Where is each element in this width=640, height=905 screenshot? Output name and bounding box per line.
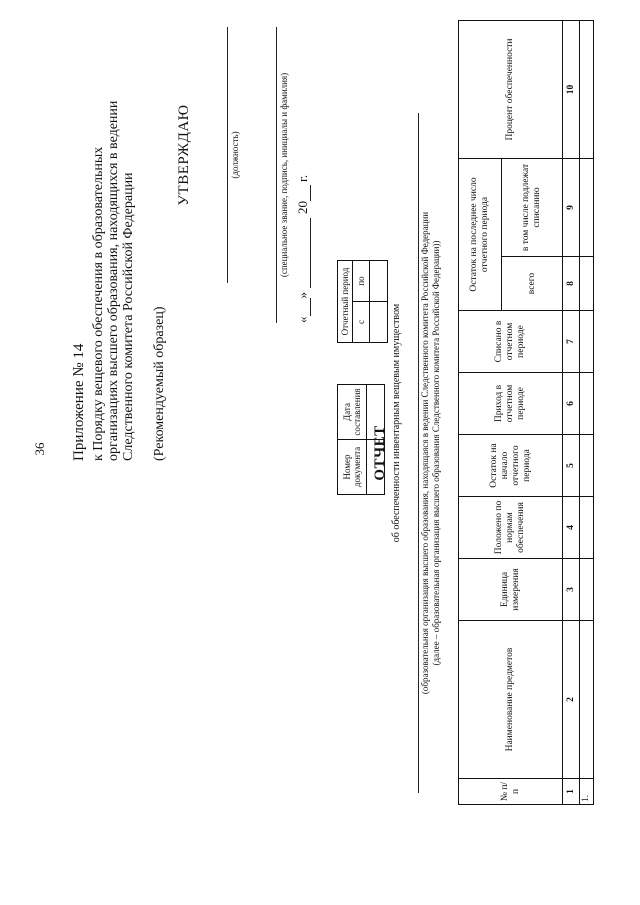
end-subject-cell[interactable]	[580, 158, 594, 256]
row-number: 1.	[580, 778, 594, 804]
column-number: 9	[563, 158, 580, 256]
date-open-quote: «	[295, 316, 310, 323]
period-to-cell[interactable]	[370, 260, 388, 301]
column-number: 5	[563, 434, 580, 496]
start-balance-cell[interactable]	[580, 434, 594, 496]
recommended-sample-label: (Рекомендуемый образец)	[152, 305, 167, 461]
column-number: 10	[563, 20, 580, 158]
header-end-subject: в том числе подлежат списанию	[502, 158, 563, 256]
header-row	[459, 20, 502, 804]
income-cell[interactable]	[580, 372, 594, 434]
appendix-title: Приложение № 14	[71, 343, 87, 461]
header-start-balance: Остаток на начало отчетного периода	[459, 434, 563, 496]
organization-line[interactable]	[418, 113, 419, 793]
document-date-header: Дата составления	[338, 384, 367, 439]
organization-caption-line: (образовательная организация высшего образования, находящаяся в ведении Следственного комитета Российской Федерации	[420, 211, 430, 694]
header-num: № п/п	[459, 778, 563, 804]
header-percent: Процент обеспеченности	[459, 20, 563, 158]
table-row	[580, 20, 594, 804]
column-number: 6	[563, 372, 580, 434]
percent-cell[interactable]	[580, 20, 594, 158]
approval-block	[176, 27, 311, 323]
appendix-description-line: к Порядку вещевого обеспечения в образовательных	[91, 146, 106, 461]
period-to-label: по	[353, 260, 370, 301]
date-day-blank	[298, 298, 311, 316]
appendix-block	[72, 21, 167, 461]
column-number-row	[563, 20, 580, 804]
date-year-blank	[298, 185, 311, 201]
organization-caption-line: (далее – образовательная организация высшего образования Следственного комитета Российской Федерации))	[431, 240, 441, 665]
report-title: ОТЧЕТ	[372, 424, 388, 481]
written-off-cell[interactable]	[580, 310, 594, 372]
column-number: 8	[563, 256, 580, 310]
date-year-prefix: 20	[295, 200, 310, 214]
reporting-period-table	[337, 260, 388, 343]
column-number: 1	[563, 778, 580, 804]
header-norm: Положено по нормам обеспечения	[459, 496, 563, 558]
header-end-balance: Остаток на последнее число отчетного периода	[459, 158, 502, 310]
appendix-description	[91, 21, 136, 461]
position-caption: (должность)	[230, 130, 240, 179]
header-name: Наименование предметов	[459, 620, 563, 778]
date-close-quote: »	[295, 291, 310, 298]
signature-caption: (специальное звание, подпись, инициалы и фамилия)	[279, 72, 289, 277]
inventory-report-table	[458, 20, 594, 805]
column-number: 2	[563, 620, 580, 778]
period-from-label: с	[353, 301, 370, 342]
report-subtitle: об обеспеченности инвентарным вещевым имуществом	[391, 303, 402, 542]
appendix-description-line: организациях высшего образования, находящихся в ведении	[106, 100, 121, 461]
item-name-cell[interactable]	[580, 620, 594, 778]
reporting-period-header: Отчетный период	[338, 260, 353, 342]
date-year-suffix: г.	[295, 174, 310, 182]
column-number: 4	[563, 496, 580, 558]
rotated-inner	[30, 23, 610, 883]
unit-cell[interactable]	[580, 558, 594, 620]
organization-caption	[420, 113, 442, 793]
column-number: 3	[563, 558, 580, 620]
norm-cell[interactable]	[580, 496, 594, 558]
date-month-blank	[298, 218, 311, 288]
rotated-content	[30, 23, 610, 883]
end-total-cell[interactable]	[580, 256, 594, 310]
document-number-header: Номер документа	[338, 439, 367, 494]
period-from-cell[interactable]	[370, 301, 388, 342]
signature-line	[240, 27, 277, 323]
approval-date	[295, 27, 311, 323]
header-written-off: Списано в отчетном периоде	[459, 310, 563, 372]
position-line	[203, 27, 228, 283]
header-end-total: всего	[502, 256, 563, 310]
column-number: 7	[563, 310, 580, 372]
header-income: Приход в отчетном периоде	[459, 372, 563, 434]
appendix-description-line: Следственного комитета Российской Федерации	[121, 171, 136, 461]
header-unit: Единица измерения	[459, 558, 563, 620]
approval-title: УТВЕРЖДАЮ	[176, 103, 192, 206]
page-number: 36	[32, 442, 47, 456]
